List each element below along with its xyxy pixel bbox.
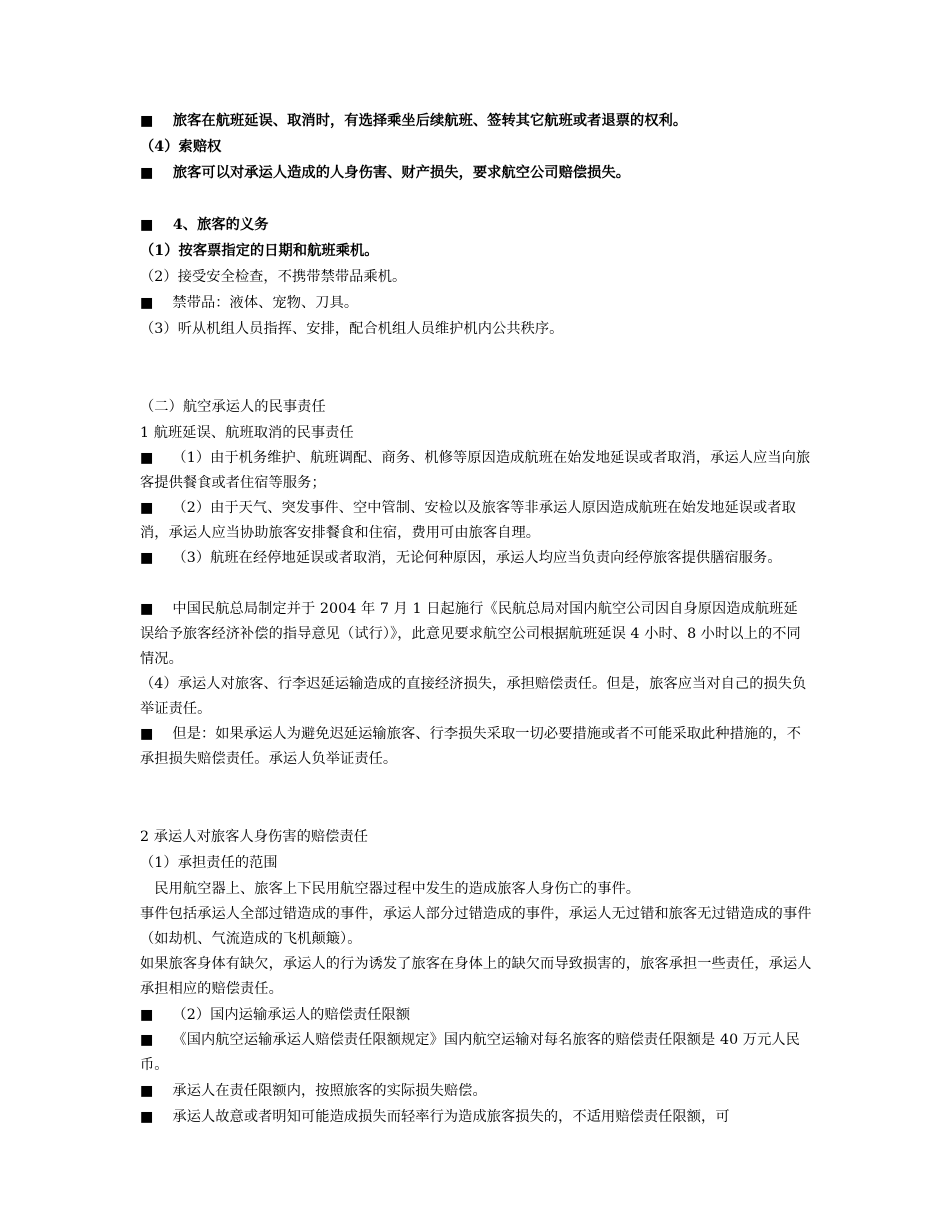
paragraph: ■ 4、旅客的义务	[140, 217, 269, 233]
paragraph-spacer	[140, 772, 812, 824]
paragraph: （2）接受安全检查，不携带禁带品乘机。	[140, 269, 407, 285]
paragraph: ■ （2）国内运输承运人的赔偿责任限额	[140, 1007, 411, 1023]
paragraph: 1 航班延误、航班取消的民事责任	[140, 425, 354, 441]
paragraph: ■ 中国民航总局制定并于 2004 年 7 月 1 日起施行《民航总局对国内航空公司因自身原因造成航班延误给予旅客经济补偿的指导意见（试行）》，此意见要求航空公司根据航班延误 4 小时、8 小时以上的不同情况。	[140, 601, 801, 667]
paragraph: ■ （3）航班在经停地延误或者取消，无论何种原因，承运人均应当负责向经停旅客提供膳宿服务。	[140, 550, 782, 566]
paragraph: 事件包括承运人全部过错造成的事件，承运人部分过错造成的事件，承运人无过错和旅客无过错造成的事件（如劫机、气流造成的飞机颠簸）。	[140, 906, 812, 947]
paragraph: ■ 旅客可以对承运人造成的人身伤害、财产损失，要求航空公司赔偿损失。	[140, 165, 631, 181]
paragraph: ■ 承运人故意或者明知可能造成损失而轻率行为造成旅客损失的，不适用赔偿责任限额，可	[140, 1109, 730, 1125]
paragraph: （3）听从机组人员指挥、安排，配合机组人员维护机内公共秩序。	[140, 321, 564, 337]
paragraph: ■ 《国内航空运输承运人赔偿责任限额规定》国内航空运输对每名旅客的赔偿责任限额是 40 万元人民币。	[140, 1032, 800, 1073]
paragraph: ■ 禁带品：液体、宠物、刀具。	[140, 295, 359, 311]
paragraph: ■ （1）由于机务维护、航班调配、商务、机修等原因造成航班在始发地延误或者取消，承运人应当向旅客提供餐食或者住宿等服务；	[140, 450, 811, 491]
paragraph-spacer	[140, 342, 812, 394]
paragraph: （1）承担责任的范围	[140, 855, 278, 871]
document-page	[140, 108, 812, 1130]
paragraph-spacer	[140, 186, 812, 212]
paragraph: 民用航空器上、旅客上下民用航空器过程中发生的造成旅客人身伤亡的事件。	[140, 881, 641, 897]
paragraph: ■ （2）由于天气、突发事件、空中管制、安检以及旅客等非承运人原因造成航班在始发地延误或者取消，承运人应当协助旅客安排餐食和住宿，费用可由旅客自理。	[140, 500, 796, 541]
paragraph: ■ 承运人在责任限额内，按照旅客的实际损失赔偿。	[140, 1083, 487, 1099]
paragraph: （1）按客票指定的日期和航班乘机。	[140, 243, 379, 259]
paragraph: 如果旅客身体有缺欠，承运人的行为诱发了旅客在身体上的缺欠而导致损害的，旅客承担一些责任，承运人承担相应的赔偿责任。	[140, 956, 812, 997]
paragraph: （4）索赔权	[140, 139, 222, 155]
paragraph: 2 承运人对旅客人身伤害的赔偿责任	[140, 829, 369, 845]
paragraph: （4）承运人对旅客、行李迟延运输造成的直接经济损失，承担赔偿责任。但是，旅客应当对自己的损失负举证责任。	[140, 676, 807, 717]
paragraph-spacer	[140, 571, 812, 597]
paragraph: ■ 但是：如果承运人为避免迟延运输旅客、行李损失采取一切必要措施或者不可能采取此种措施的，不承担损失赔偿责任。承运人负举证责任。	[140, 726, 802, 767]
paragraph: （二）航空承运人的民事责任	[140, 399, 326, 415]
paragraph: ■ 旅客在航班延误、取消时，有选择乘坐后续航班、签转其它航班或者退票的权利。	[140, 113, 688, 129]
